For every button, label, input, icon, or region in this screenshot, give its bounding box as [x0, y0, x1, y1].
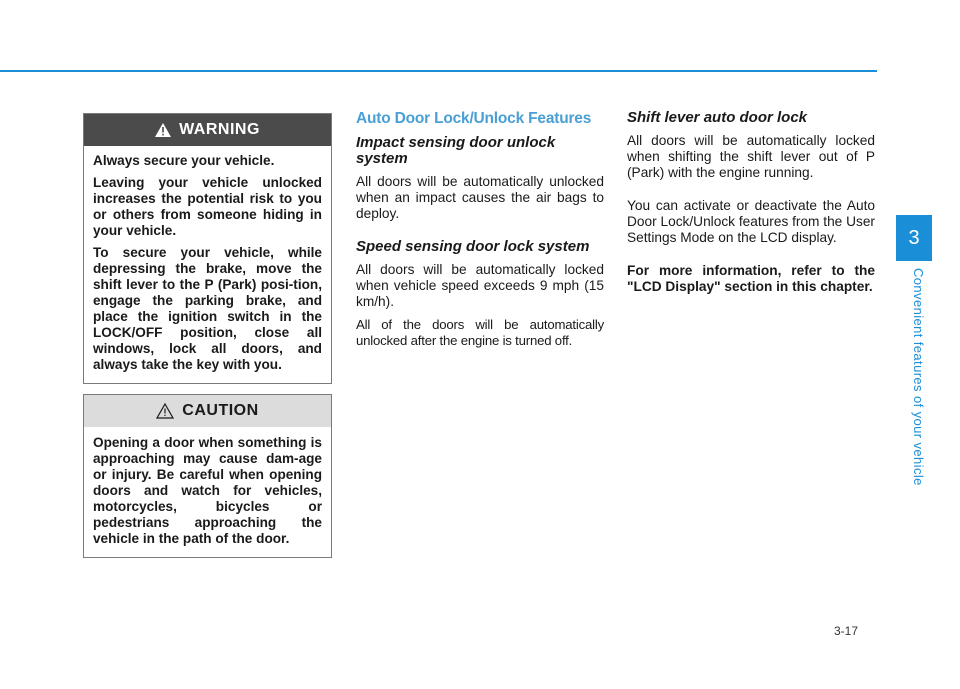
- warning-header: [84, 114, 331, 146]
- shift-heading: Shift lever auto door lock: [627, 109, 808, 126]
- page-number: 3-17: [834, 624, 859, 638]
- chapter-tab: 3: [896, 215, 932, 261]
- warning-paragraph: Always secure your vehicle.: [93, 153, 275, 168]
- warning-triangle-icon: [155, 123, 171, 137]
- caution-box: [83, 394, 332, 558]
- caution-body: [84, 427, 331, 547]
- speed-heading: Speed sensing door lock system: [356, 238, 590, 255]
- shift-text-3: For more information, refer to the "LCD Display" section in this chapter.: [627, 263, 875, 294]
- header-rule: [0, 70, 877, 72]
- warning-paragraph: Leaving your vehicle unlocked increases the potential risk to you or others from someone hiding in your vehicle.: [93, 175, 322, 238]
- caution-triangle-icon: [156, 403, 174, 419]
- speed-text-2: All of the doors will be automatically unlocked after the engine is turned off.: [356, 317, 604, 348]
- impact-heading: Impact sensing door unlock system: [356, 134, 556, 167]
- shift-text-1: All doors will be automatically locked when shifting the shift lever out of P (Park) with the engine running.: [627, 133, 875, 180]
- caution-header: [84, 395, 331, 427]
- caution-label: CAUTION: [182, 402, 259, 419]
- section-title: Auto Door Lock/Unlock Features: [356, 110, 592, 127]
- impact-text: All doors will be automatically unlocked when an impact causes the air bags to deploy.: [356, 174, 604, 221]
- right-column: [627, 110, 875, 295]
- middle-column: [356, 110, 604, 356]
- warning-label: WARNING: [179, 121, 260, 138]
- caution-text: Opening a door when something is approaching may cause dam-age or injury. Be careful when opening doors and watch for vehicles, motorcycles, bicycles or pedestrians approaching the vehicle in the path of the door.: [93, 435, 322, 546]
- warning-paragraph: To secure your vehicle, while depressing the brake, move the shift lever to the P (Park) posi-tion, engage the parking brake, and place the ignition switch in the LOCK/OFF position, close all windows, lock all doors, and always take the key with you.: [93, 245, 322, 372]
- shift-text-2: You can activate or deactivate the Auto Door Lock/Unlock features from the User Settings Mode on the LCD display.: [627, 198, 875, 245]
- speed-text-1: All doors will be automatically locked when vehicle speed exceeds 9 mph (15 km/h).: [356, 262, 604, 309]
- chapter-title: Convenient features of your vehicle: [911, 268, 926, 486]
- warning-box: [83, 113, 332, 384]
- warning-body: [84, 146, 331, 373]
